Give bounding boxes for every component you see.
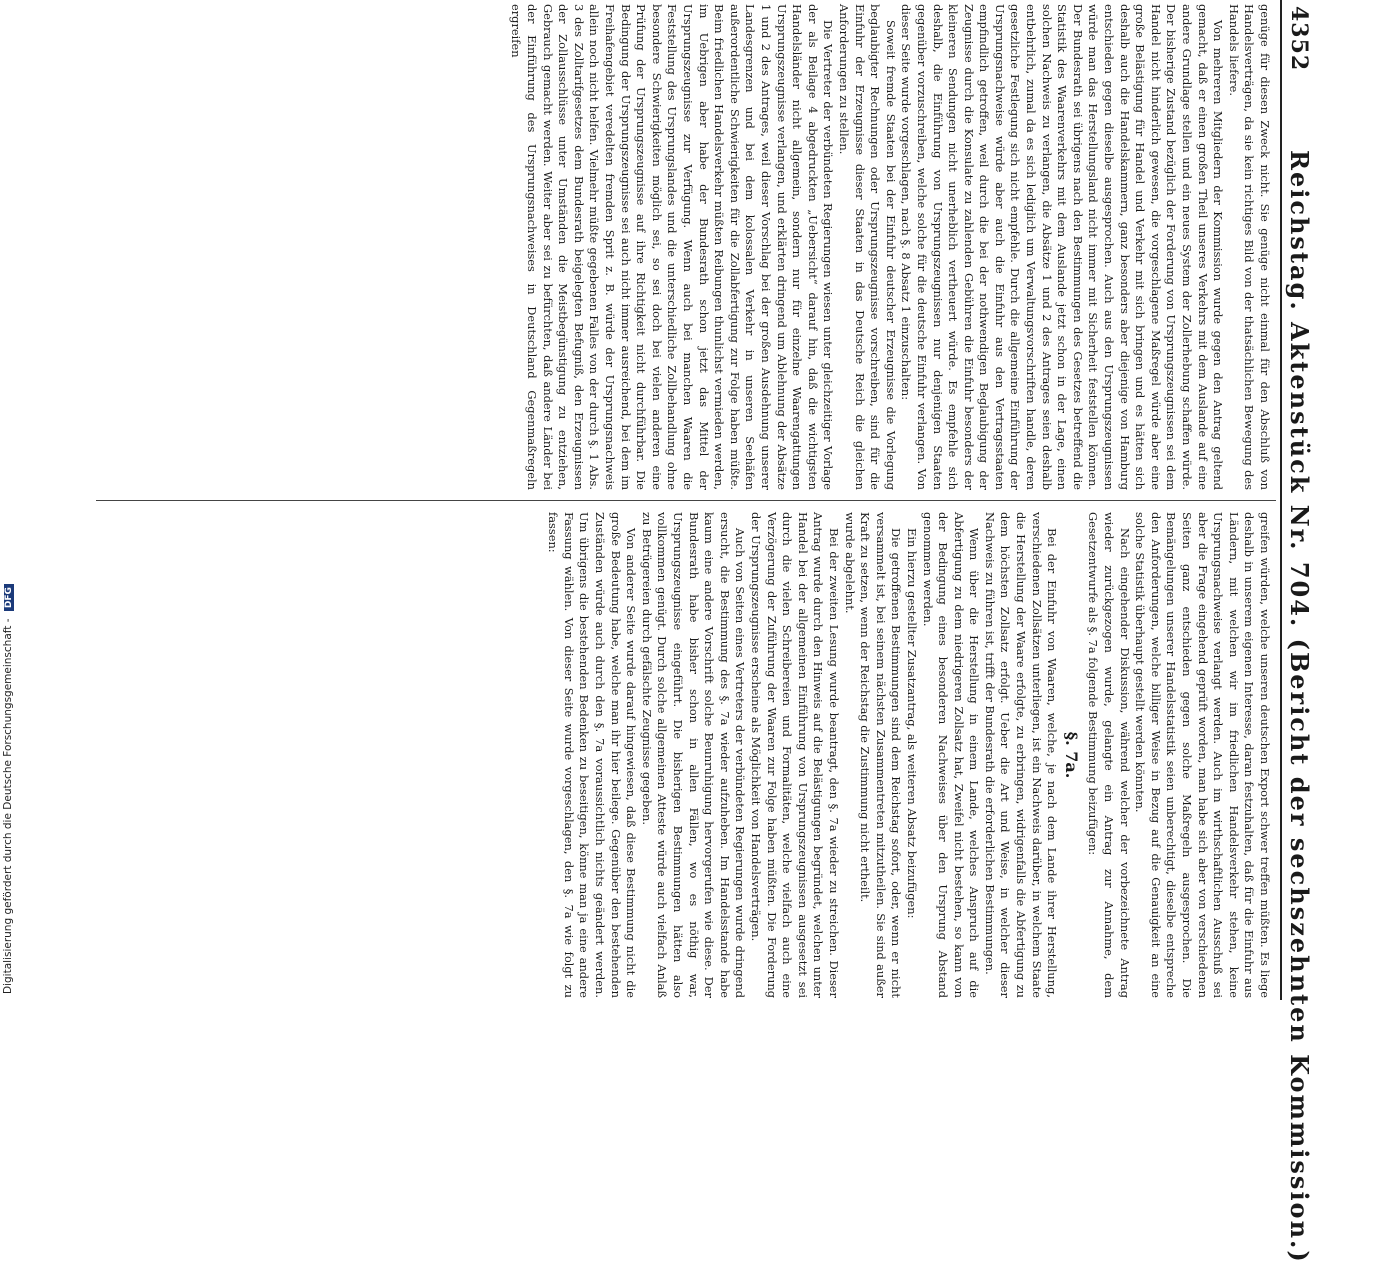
page-number: 4352 bbox=[1286, 6, 1312, 72]
section-heading: §. 7a. bbox=[1061, 731, 1081, 779]
indented-quote: Soweit fremde Staaten bei der Einfuhr deutscher Erzeugnisse die Vorlegung beglaubigter Rechnungen oder Ursprungszeugnisse vorschreiben, sind für die Einfuhr der Erzeugnisse dieser Staaten in das Deutsche Reich die gleichen Anforderungen zu stellen. bbox=[836, 4, 898, 490]
credit-text: Digitalisierung gefördert durch die Deutsche Forschungsgemeinschaft - bbox=[2, 618, 14, 994]
paragraph: Nach eingehender Diskussion, während welcher der vorbezeichnete Antrag wieder zurückgezogen wurde, gelangte ein Antrag zur Annahme, dem Gesetzentwurfe als §. 7a folgende Bestimmung beizufügen: bbox=[1086, 512, 1132, 998]
paragraph: greifen würden, welche unseren deutschen Export schwer treffen müßten. Es liege deshalb in unserem eigenen Interesse, daran festzuhalten, daß für die Einfuhr aus Ländern, mit welchen wir im friedlichen Handelsverkehr stehen, keine Ursprungsnachweise verlangt werden. Auch im wirthschaftlichen Ausschuß sei aber die Frage eingehend geprüft worden, man habe sich aber von verschiedenen Seiten ganz entschieden gegen solche Maßregeln ausgesprochen. Die Bemängelungen unserer Handelsstatistik seien unberechtigt, dieselbe entspreche den Anforderungen, welche billiger Weise in Bezug auf die Genauigkeit an eine solche Statistik überhaupt gestellt werden könnten. bbox=[1133, 512, 1272, 998]
dfg-logo: DFG bbox=[4, 584, 14, 611]
paragraph: Bei der zweiten Lesung wurde beantragt, den §. 7a wieder zu streichen. Dieser Antrag wurde durch den Hinweis auf die Belästigungen begründet, welchen unter Handel bei der allgemeinen Einführung von Ursprungszeugnissen ausgesetzt sei durch die vielen Schreibereien und Formalitäten, welche vielfach auch eine Verzögerung der Zuführung der Waaren zur Folge haben müßten. Die Forderung der Ursprungszeugnisse erscheine als Möglichkeit von Handelsverträgen. bbox=[749, 512, 841, 998]
rotated-page bbox=[82, 0, 1316, 1264]
page-header bbox=[1280, 0, 1316, 1264]
paragraph: Die Vertreter der verbündeten Regierungen wiesen unter gleichzeitiger Vorlage der als Beilage 4 abgedruckten „Uebersicht“ darauf hin, daß die wichtigsten Handelsländer nicht allgemein, sondern nur für einzelne Waarengattungen Ursprungszeugnisse verlangen, und erklärten dringend um Ablehnung der Absätze 1 und 2 des Antrages, weil dieser Vorschlag bei der großen Ausdehnung unserer Landesgrenzen und bei dem kolossalen Verkehr in unseren Seehäfen außerordentliche Schwierigkeiten für die Zollabfertigung zur Folge haben müßte. Beim friedlichen Handelsverkehr müßten Reibungen thunlichst vermieden werden, im Uebrigen aber habe der Bundesrath schon jetzt das Mittel der Ursprungszeugnisse zur Verfügung. Wenn auch bei manchen Waaren die Feststellung des Ursprungslandes und die unterschiedliche Zollbehandlung ohne besondere Schwierigkeiten möglich sei, so sei doch bei vielen anderen eine Prüfung der Ursprungszeugnisse auf ihre Richtigkeit nicht durchführbar. Die Bedingung der Ursprungszeugnisse sei auch nicht immer ausreichend, bei dem im Freihafengebiet veredelten fremden Sprit z. B. würde der Ursprungsnachweis allein noch nicht helfen. Vielmehr müßte gegebenen Falles von der durch §. 1 Abs. 3 des Zolltarifgesetzes dem Bundesrath beigelegten Befugniß, den Erzeugnissen der Zollausschlüsse unter Umständen die Meistbegünstigung zu entziehen, Gebrauch gemacht werden. Weiter aber sei zu befürchten, daß andere Länder bei der Einführung des Ursprungsnachweises in Deutschland Gegenmaßregeln ergreifen bbox=[509, 4, 836, 490]
paragraph: genüge für diesen Zweck nicht. Sie genüge nicht einmal für den Abschluß von Handelsverträgen, da sie kein richtiges Bild von der thatsächlichen Bewegung des Handels liefere. bbox=[1226, 4, 1272, 490]
left-column bbox=[508, 4, 1272, 490]
zusatz-quote: Die getroffenen Bestimmungen sind dem Reichstag sofort, oder, wenn er nicht versammelt ist, bei seinem nächsten Zusammentreten mitzutheilen. Sie sind außer Kraft zu setzen, wenn der Reichstag die Zustimmung nicht ertheilt. bbox=[858, 512, 904, 998]
paragraph: Auch von Seiten eines Vertreters der verbündeten Regierungen wurde dringend ersucht, die Bestimmung des §. 7a wieder aufzuheben. Im Handelsstande habe kaum eine andere Vorschrift solche Beunruhigung hervorgerufen wie diese. Der Bundesrath habe bisher schon in allen Fällen, wo es nöthig war, Ursprungszeugnisse eingeführt. Die bisherigen Bestimmungen hätten also vollkommen genügt. Durch solche allgemeinen Atteste würde auch vielfach Anlaß zu Betrügereien durch gefälschte Zeugnisse gegeben. bbox=[639, 512, 748, 998]
paragraph: Wenn über die Herstellung in einem Lande, welches Anspruch auf die Abfertigung zu dem niedrigeren Zollsatz hat, Zweifel nicht bestehen, so kann von der Bedingung eines besonderen Nachweises über den Ursprung Abstand genommen werden. bbox=[920, 512, 982, 998]
paragraph: Von mehreren Mitgliedern der Kommission wurde gegen den Antrag geltend gemacht, daß er einen großen Theil unseres Verkehrs mit dem Auslande auf eine andere Grundlage stellen und ein neues System der Zollerhebung schaffen würde. Der bisherige Zustand bezüglich der Forderung von Ursprungszeugnissen sei dem Handel nicht hinderlich gewesen, die vorgeschlagene Maßregel würde aber eine große Belästigung für Handel und Verkehr mit sich bringen und es hätten sich deshalb auch die Handelskammern, ganz besonders aber diejenige von Hamburg entschieden gegen dieselbe ausgesprochen. Auch aus den Ursprungszeugnissen würde man das Herstellungsland nicht immer mit Sicherheit feststellen können. Der Bundesrath sei übrigens nach den Bestimmungen des Gesetzes betreffend die Statistik des Waarenverkehrs mit dem Auslande jetzt schon in der Lage, einen solchen Nachweis zu verlangen, die Absätze 1 und 2 des Antrages seien deshalb entbehrlich, zumal da es sich lediglich um Verwaltungsvorschriften handle, deren gesetzliche Festlegung sich nicht empfehle. Durch die allgemeine Einführung der Ursprungsnachweise würde aber auch die Einfuhr aus den Vertragsstaaten empfindlich getroffen, weil durch die bei der nothwendigen Beglaubigung der Zeugnisse durch die Konsulate zu zahlenden Gebühren die Einfuhr besonders der kleineren Sendungen nicht unerheblich vertheuert würde. Es empfehle sich deshalb, die Einführung von Ursprungszeugnissen nur denjenigen Staaten gegenüber vorzuschreiben, welche solche für die deutsche Einfuhr verlangen. Von dieser Seite wurde vorgeschlagen, nach §. 8 Absatz 1 einzuschalten: bbox=[899, 4, 1226, 490]
paragraph: Von anderer Seite wurde darauf hingewiesen, daß diese Bestimmung nicht die große Bedeutung habe, welche man ihr hier beilege. Gegenüber den bestehenden Zuständen würde auch durch den §. 7a voraussichtlich nichts geändert werden. Um übrigens die bestehenden Bedenken zu beseitigen, könne man ja eine andere Fassung wählen. Von dieser Seite wurde vorgeschlagen, den §. 7a wie folgt zu fassen: bbox=[546, 512, 639, 998]
digitization-credit bbox=[0, 0, 22, 1000]
zusatz-result: wurde abgelehnt. bbox=[842, 512, 857, 614]
paragraph: Bei der Einfuhr von Waaren, welche, je nach dem Lande ihrer Herstellung, verschiedenen Zollsätzen unterliegen, ist ein Nachweis darüber, in welchem Staate die Herstellung der Waare erfolgte, zu erbringen, widrigenfalls die Abfertigung zu dem höchsten Zollsatz erfolgt. Ueber die Art und Weise, in welcher dieser Nachweis zu führen ist, trifft der Bundesrath die erforderlichen Bestimmungen. bbox=[982, 512, 1060, 998]
column-divider bbox=[96, 500, 1276, 501]
paragraph: Ein hierzu gestellter Zusatzantrag, als weiteren Absatz beizufügen: bbox=[904, 528, 919, 919]
header-title: Reichstag. Aktenstück Nr. 704. (Bericht der sechszehnten Kommission.) bbox=[1285, 150, 1314, 1264]
right-column bbox=[545, 512, 1272, 998]
